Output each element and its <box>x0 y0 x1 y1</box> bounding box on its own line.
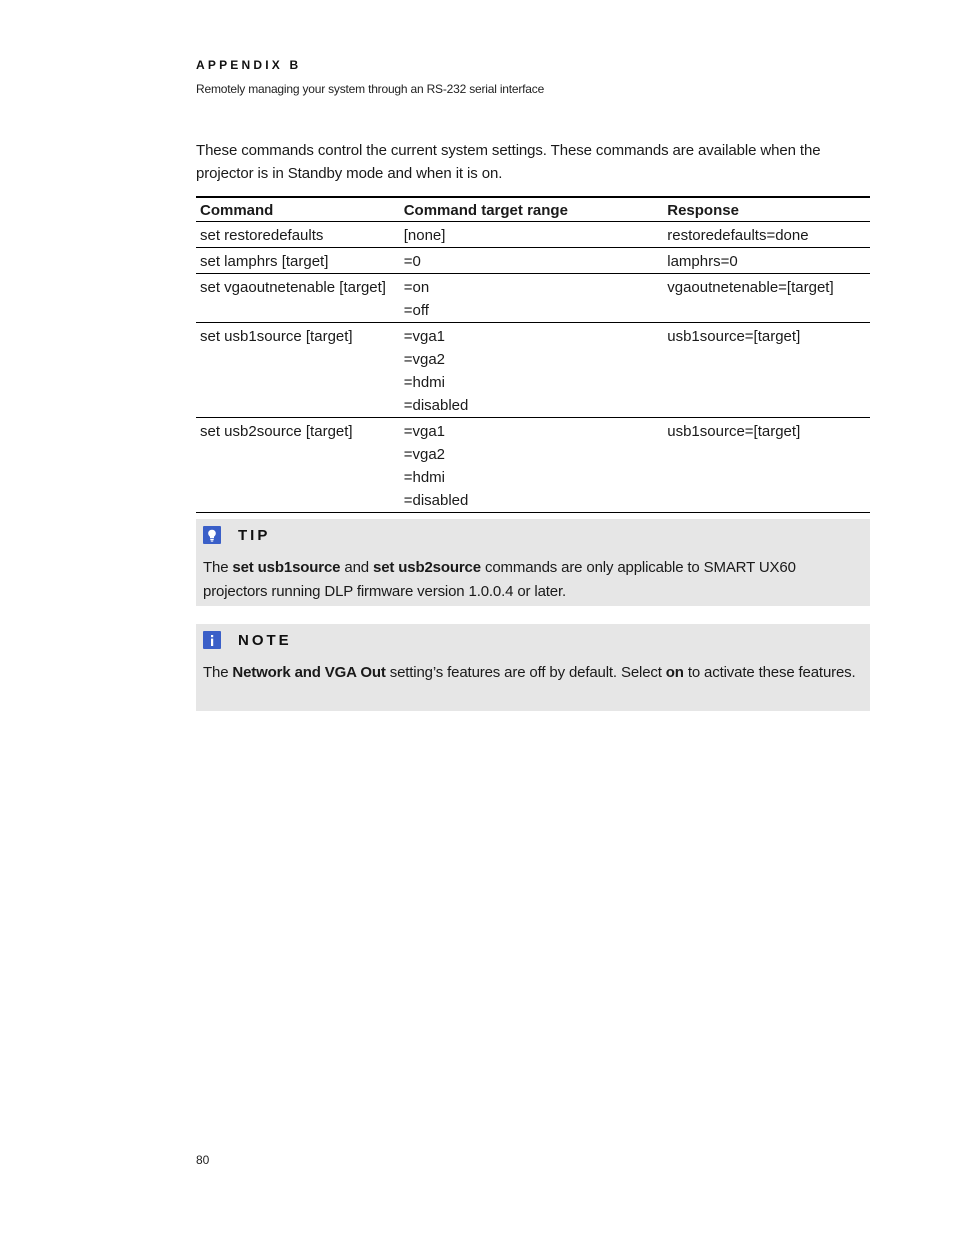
tip-bulb-icon <box>203 526 221 544</box>
range-value: =disabled <box>403 492 469 509</box>
tip-text: commands are only applicable to SMART UX60 projectors running DLP firmware version 1.0.0.4 or later. <box>203 559 796 600</box>
range-value: =off <box>403 302 429 319</box>
command-table <box>196 196 870 513</box>
range-value: =hdmi <box>403 469 445 486</box>
page-number: 80 <box>196 1153 210 1167</box>
tip-bold-command: set usb2source <box>373 559 481 576</box>
cell-response: vgaoutnetenable=[target] <box>667 279 834 296</box>
tip-callout <box>196 519 870 606</box>
cell-range <box>400 274 664 323</box>
note-text: setting’s features are off by default. Select <box>385 664 666 681</box>
range-value: =vga2 <box>403 446 446 463</box>
note-body <box>203 661 863 685</box>
note-bold-setting: Network and VGA Out <box>232 664 386 681</box>
table-header-row <box>196 197 870 222</box>
note-text: to activate these features. <box>683 664 856 681</box>
cell-command: set usb1source [target] <box>200 328 353 345</box>
header-response: Response <box>667 202 739 219</box>
table-row <box>196 418 870 513</box>
note-bold-option: on <box>665 664 684 681</box>
range-value: =on <box>403 279 430 296</box>
cell-range <box>400 248 664 274</box>
intro-paragraph: These commands control the current system settings. These commands are available when the projector is in Standby mode and when it is on. <box>196 142 821 182</box>
cell-range <box>400 222 664 248</box>
range-value: =disabled <box>403 397 469 414</box>
cell-response: lamphrs=0 <box>667 253 738 270</box>
tip-text: The <box>203 559 233 576</box>
chapter-title: Remotely managing your system through an RS-232 serial interface <box>196 82 545 96</box>
range-value: [none] <box>403 227 446 244</box>
table-row <box>196 248 870 274</box>
header-command: Command <box>200 202 274 219</box>
cell-range <box>400 323 664 418</box>
note-title: NOTE <box>238 631 292 649</box>
cell-range <box>400 418 664 513</box>
note-callout <box>196 624 870 711</box>
tip-body <box>203 556 863 604</box>
cell-response: restoredefaults=done <box>667 227 809 244</box>
note-header <box>203 631 863 649</box>
header-target-range: Command target range <box>403 202 568 219</box>
cell-response: usb1source=[target] <box>667 328 801 345</box>
info-icon <box>203 631 221 649</box>
cell-command: set usb2source [target] <box>200 423 353 440</box>
table-row <box>196 274 870 323</box>
cell-command: set restoredefaults <box>200 227 324 244</box>
range-value: =hdmi <box>403 374 445 391</box>
note-text: The <box>203 664 233 681</box>
appendix-label: APPENDIX B <box>196 58 302 72</box>
range-value: =vga2 <box>403 351 446 368</box>
table-row <box>196 222 870 248</box>
cell-response: usb1source=[target] <box>667 423 801 440</box>
tip-header <box>203 526 863 544</box>
tip-title: TIP <box>238 526 271 544</box>
tip-text: and <box>340 559 373 576</box>
page-header <box>196 58 870 96</box>
cell-command: set vgaoutnetenable [target] <box>200 279 386 296</box>
range-value: =vga1 <box>403 328 446 345</box>
range-value: =vga1 <box>403 423 446 440</box>
table-row <box>196 323 870 418</box>
range-value: =0 <box>403 253 421 270</box>
cell-command: set lamphrs [target] <box>200 253 329 270</box>
tip-bold-command: set usb1source <box>232 559 341 576</box>
